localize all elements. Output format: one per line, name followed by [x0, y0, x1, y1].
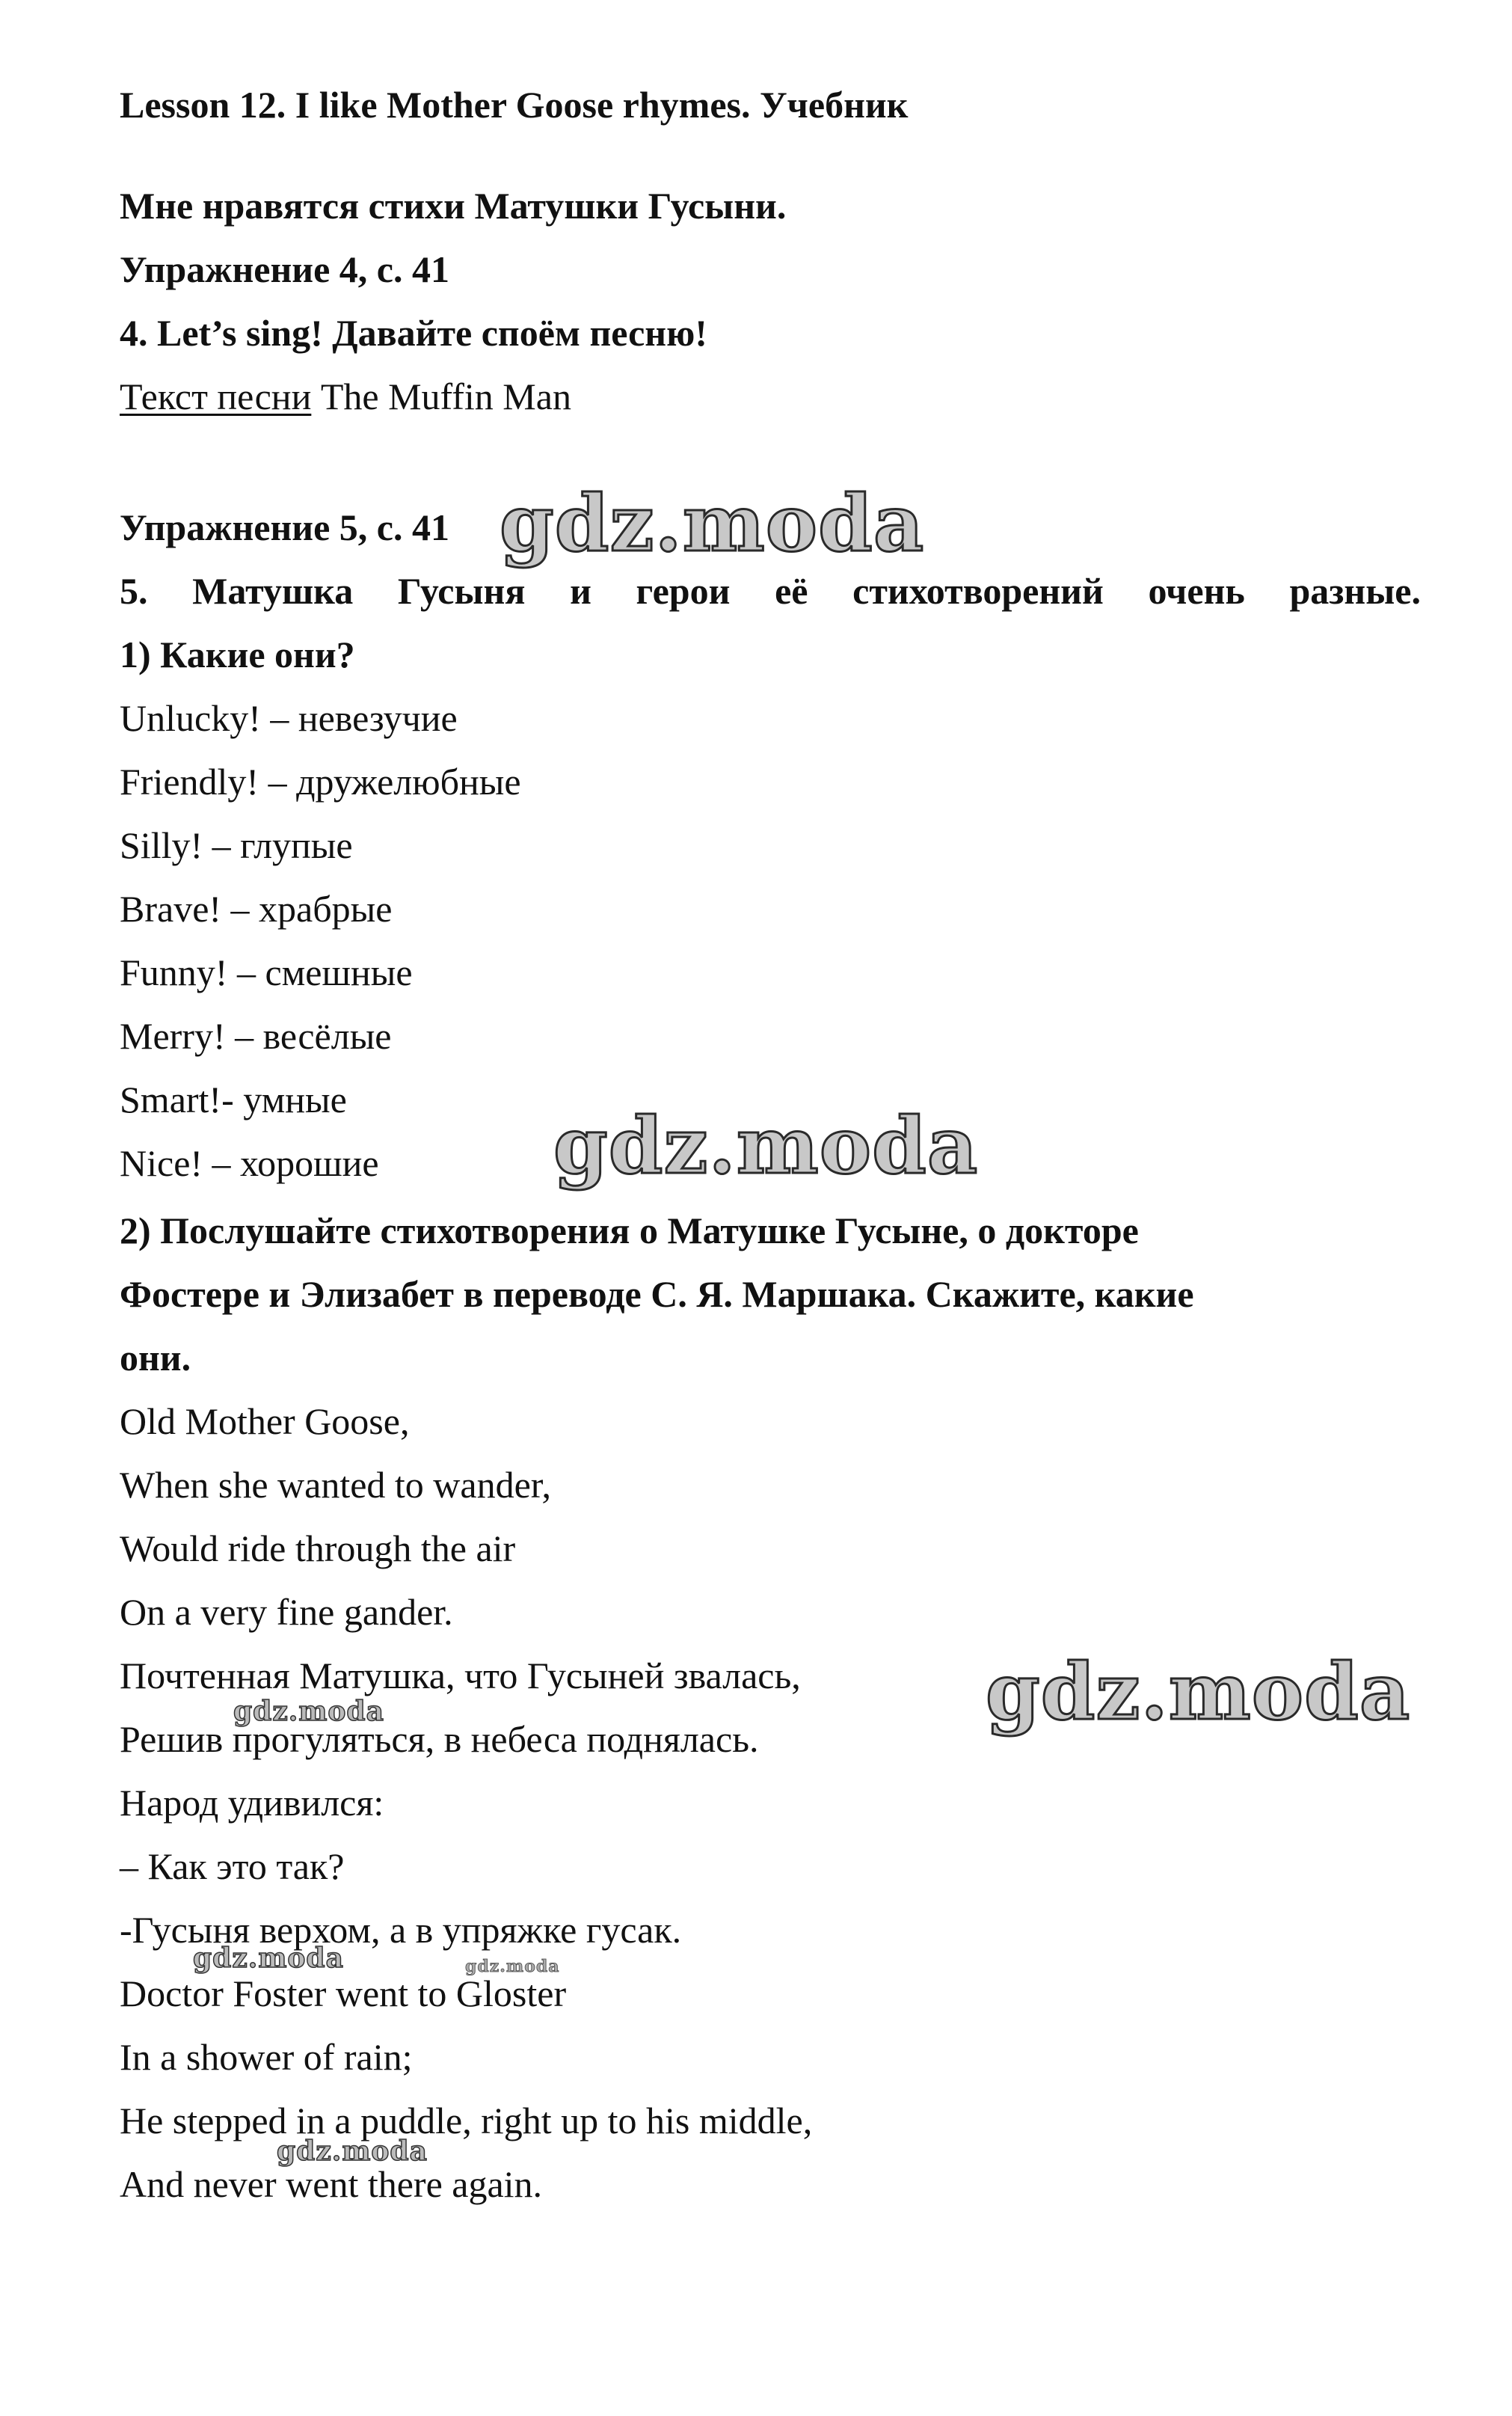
adjective-item: Brave! – храбрые	[120, 888, 393, 930]
watermark: gdz.moda	[553, 1100, 979, 1192]
watermark: gdz.moda	[465, 1957, 560, 1976]
poem-line: Old Mother Goose,	[120, 1400, 410, 1442]
task-word: Гусыня	[397, 570, 526, 612]
watermark: gdz.moda	[277, 2136, 428, 2167]
poem-line: He stepped in a puddle, right up to his middle,	[120, 2100, 813, 2141]
exercise-5-part2: Фостере и Элизабет в переводе С. Я. Маршака. Скажите, какие	[120, 1273, 1194, 1315]
poem-line: On a very fine gander.	[120, 1591, 453, 1633]
watermark: gdz.moda	[500, 477, 925, 569]
poem-line: Решив прогуляться, в небеса поднялась.	[120, 1718, 759, 1760]
watermark: gdz.moda	[986, 1646, 1411, 1738]
watermark: gdz.moda	[193, 1943, 344, 1974]
exercise-5-part2: 2) Послушайте стихотворения о Матушке Гусыне, о докторе	[120, 1209, 1139, 1251]
task-word: стихотворений	[852, 570, 1104, 612]
poem-line: Would ride through the air	[120, 1527, 516, 1569]
poem-line: And never went there again.	[120, 2163, 543, 2205]
task-word: её	[775, 570, 808, 612]
adjective-item: Silly! – глупые	[120, 824, 353, 866]
exercise-5-part1: 1) Какие они?	[120, 634, 355, 675]
song-lyrics-link[interactable]: Текст песни	[120, 375, 312, 417]
task-word: разные.	[1289, 570, 1421, 612]
poem-line: Почтенная Матушка, что Гусыней звалась,	[120, 1655, 801, 1696]
exercise-4-heading: Упражнение 4, с. 41	[120, 248, 449, 290]
adjective-item: Funny! – смешные	[120, 951, 413, 993]
poem-line: Doctor Foster went to Gloster	[120, 1972, 567, 2014]
task-word: герои	[636, 570, 731, 612]
exercise-5-task	[120, 568, 1421, 613]
page-subtitle: Мне нравятся стихи Матушки Гусыни.	[120, 185, 787, 227]
poem-line: Народ удивился:	[120, 1782, 384, 1824]
exercise-5-heading: Упражнение 5, с. 41	[120, 506, 449, 548]
poem-line: -Гусыня верхом, а в упряжке гусак.	[120, 1909, 682, 1951]
adjective-item: Merry! – весёлые	[120, 1015, 392, 1057]
poem-line: – Как это так?	[120, 1845, 345, 1887]
task-word: и	[570, 570, 591, 612]
task-word: Матушка	[192, 570, 354, 612]
exercise-5-part2: они.	[120, 1337, 191, 1379]
task-word: 5.	[120, 570, 148, 612]
adjective-item: Friendly! – дружелюбные	[120, 761, 521, 803]
task-word: очень	[1148, 570, 1245, 612]
adjective-item: Unlucky! – невезучие	[120, 697, 458, 739]
adjective-item: Smart!- умные	[120, 1079, 347, 1120]
poem-line: When she wanted to wander,	[120, 1464, 551, 1506]
adjective-item: Nice! – хорошие	[120, 1142, 379, 1184]
song-line	[120, 374, 571, 419]
watermark: gdz.moda	[233, 1696, 384, 1727]
song-name: The Muffin Man	[320, 375, 571, 417]
poem-line: In a shower of rain;	[120, 2036, 413, 2078]
page-title: Lesson 12. I like Mother Goose rhymes. Учебник	[120, 84, 909, 126]
exercise-4-task: 4. Let’s sing! Давайте споём песню!	[120, 312, 707, 354]
